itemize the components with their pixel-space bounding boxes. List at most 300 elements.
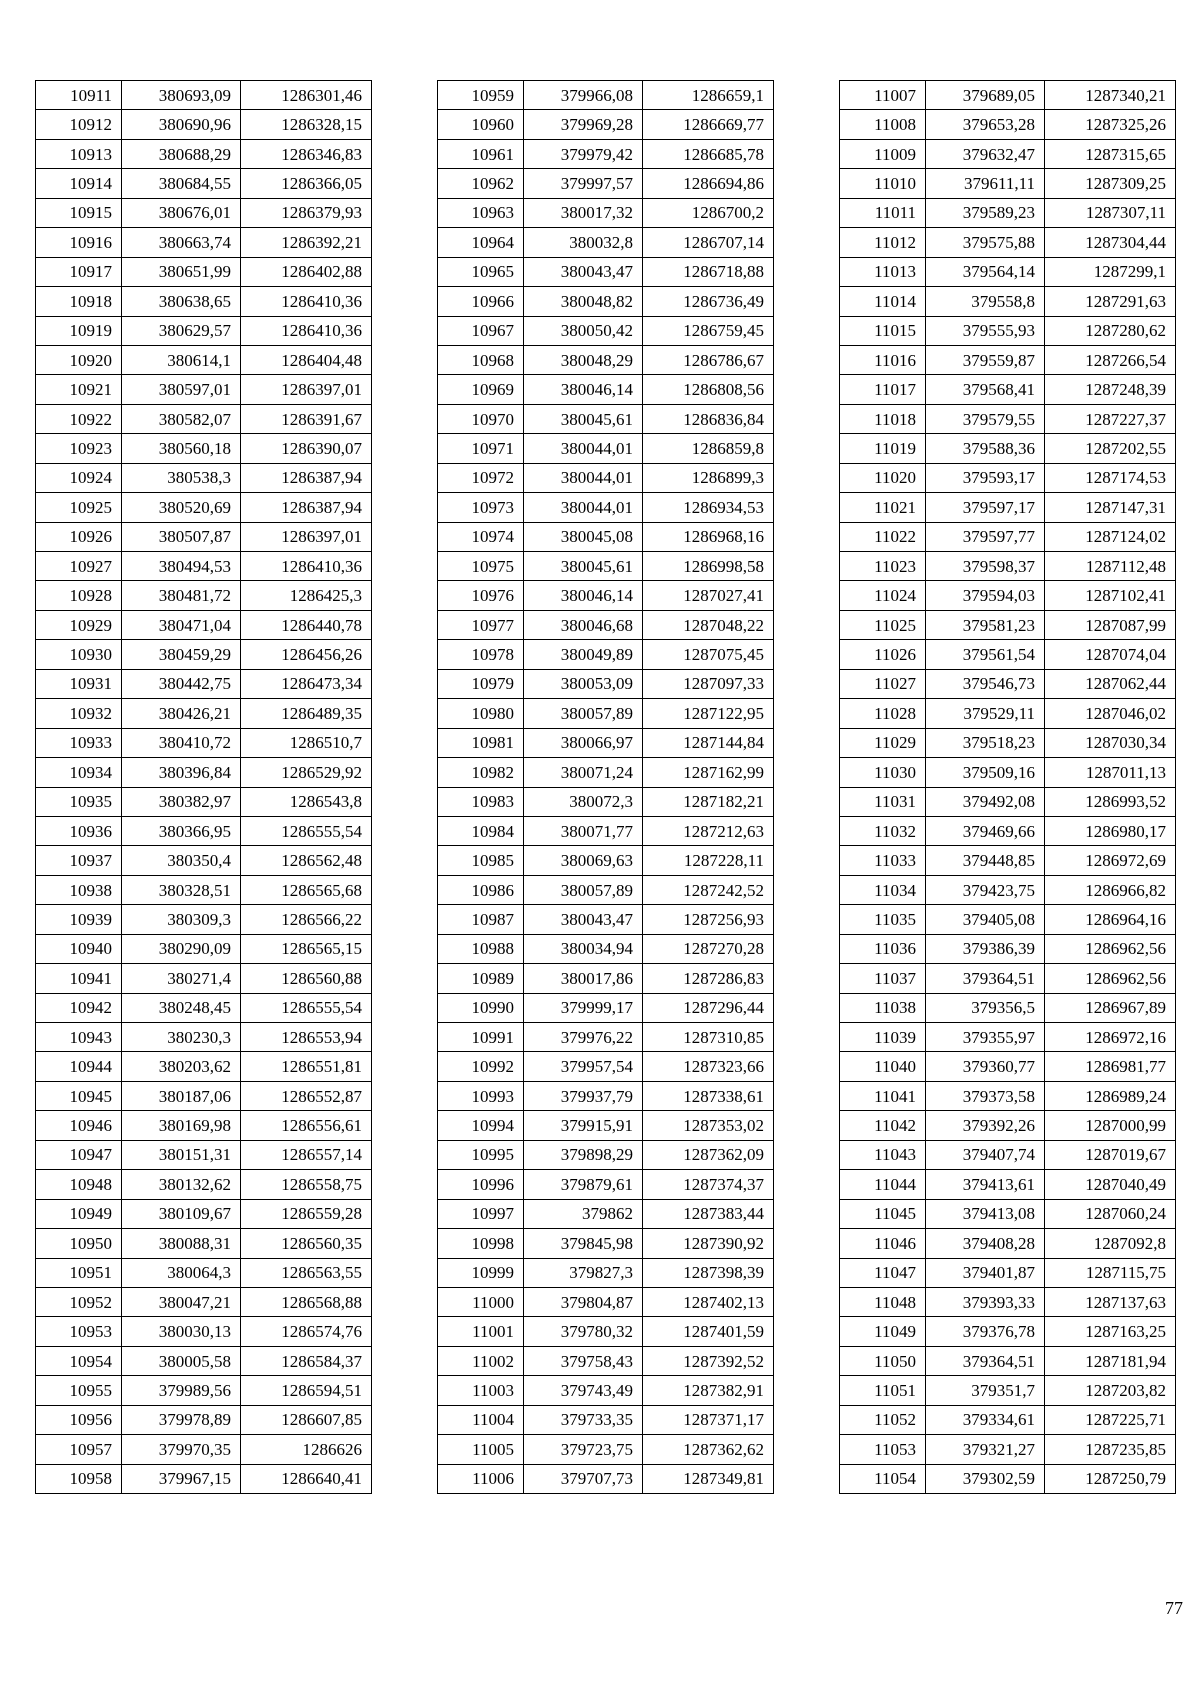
y-coordinate-cell: 1287291,63 <box>1045 287 1176 316</box>
x-coordinate-cell: 379898,29 <box>524 1140 643 1169</box>
point-number-cell: 11051 <box>840 1376 926 1405</box>
x-coordinate-cell: 379408,28 <box>926 1229 1045 1258</box>
point-number-cell: 11038 <box>840 993 926 1022</box>
table-row <box>438 493 774 522</box>
y-coordinate-cell: 1287280,62 <box>1045 316 1176 345</box>
table-row <box>840 552 1176 581</box>
table-row <box>36 1346 372 1375</box>
y-coordinate-cell: 1286718,88 <box>643 257 774 286</box>
y-coordinate-cell: 1287097,33 <box>643 669 774 698</box>
x-coordinate-cell: 380053,09 <box>524 669 643 698</box>
point-number-cell: 10984 <box>438 816 524 845</box>
x-coordinate-cell: 380045,61 <box>524 404 643 433</box>
y-coordinate-cell: 1286552,87 <box>241 1081 372 1110</box>
table-row <box>438 581 774 610</box>
y-coordinate-cell: 1286700,2 <box>643 198 774 227</box>
table-row <box>438 139 774 168</box>
y-coordinate-cell: 1286962,56 <box>1045 964 1176 993</box>
y-coordinate-cell: 1287296,44 <box>643 993 774 1022</box>
y-coordinate-cell: 1286669,77 <box>643 110 774 139</box>
table-row <box>438 404 774 433</box>
point-number-cell: 10938 <box>36 875 122 904</box>
x-coordinate-cell: 379561,54 <box>926 640 1045 669</box>
table-row <box>840 610 1176 639</box>
point-number-cell: 10918 <box>36 287 122 316</box>
y-coordinate-cell: 1287000,99 <box>1045 1111 1176 1140</box>
y-coordinate-cell: 1287102,41 <box>1045 581 1176 610</box>
y-coordinate-cell: 1286685,78 <box>643 139 774 168</box>
point-number-cell: 11041 <box>840 1081 926 1110</box>
x-coordinate-cell: 380638,65 <box>122 287 241 316</box>
y-coordinate-cell: 1287371,17 <box>643 1405 774 1434</box>
point-number-cell: 11009 <box>840 139 926 168</box>
point-number-cell: 11000 <box>438 1287 524 1316</box>
y-coordinate-cell: 1287112,48 <box>1045 552 1176 581</box>
x-coordinate-cell: 380045,61 <box>524 552 643 581</box>
point-number-cell: 11040 <box>840 1052 926 1081</box>
table-row <box>438 1170 774 1199</box>
y-coordinate-cell: 1286967,89 <box>1045 993 1176 1022</box>
x-coordinate-cell: 379448,85 <box>926 846 1045 875</box>
table-row <box>36 552 372 581</box>
table-row <box>840 316 1176 345</box>
y-coordinate-cell: 1286510,7 <box>241 728 372 757</box>
x-coordinate-cell: 380043,47 <box>524 905 643 934</box>
x-coordinate-cell: 379598,37 <box>926 552 1045 581</box>
x-coordinate-cell: 379401,87 <box>926 1258 1045 1287</box>
point-number-cell: 11022 <box>840 522 926 551</box>
point-number-cell: 10928 <box>36 581 122 610</box>
y-coordinate-cell: 1286553,94 <box>241 1023 372 1052</box>
y-coordinate-cell: 1286584,37 <box>241 1346 372 1375</box>
x-coordinate-cell: 379845,98 <box>524 1229 643 1258</box>
table-row <box>840 964 1176 993</box>
y-coordinate-cell: 1286640,41 <box>241 1464 372 1493</box>
x-coordinate-cell: 380057,89 <box>524 875 643 904</box>
x-coordinate-cell: 379966,08 <box>524 81 643 110</box>
y-coordinate-cell: 1287250,79 <box>1045 1464 1176 1493</box>
y-coordinate-cell: 1286410,36 <box>241 287 372 316</box>
point-number-cell: 10915 <box>36 198 122 227</box>
point-number-cell: 11029 <box>840 728 926 757</box>
point-number-cell: 11004 <box>438 1405 524 1434</box>
point-number-cell: 10937 <box>36 846 122 875</box>
x-coordinate-cell: 380071,77 <box>524 816 643 845</box>
x-coordinate-cell: 380290,09 <box>122 934 241 963</box>
x-coordinate-cell: 380048,82 <box>524 287 643 316</box>
table-row <box>36 81 372 110</box>
point-number-cell: 11033 <box>840 846 926 875</box>
point-number-cell: 10935 <box>36 787 122 816</box>
x-coordinate-cell: 380651,99 <box>122 257 241 286</box>
x-coordinate-cell: 379393,33 <box>926 1287 1045 1316</box>
table-row <box>36 669 372 698</box>
y-coordinate-cell: 1287212,63 <box>643 816 774 845</box>
point-number-cell: 11052 <box>840 1405 926 1434</box>
table-row <box>438 1464 774 1493</box>
table-row <box>36 1111 372 1140</box>
y-coordinate-cell: 1287144,84 <box>643 728 774 757</box>
x-coordinate-cell: 379509,16 <box>926 758 1045 787</box>
table-row <box>438 1346 774 1375</box>
y-coordinate-cell: 1287362,09 <box>643 1140 774 1169</box>
table-row <box>840 640 1176 669</box>
table-row <box>36 404 372 433</box>
y-coordinate-cell: 1287299,1 <box>1045 257 1176 286</box>
x-coordinate-cell: 380088,31 <box>122 1229 241 1258</box>
y-coordinate-cell: 1286934,53 <box>643 493 774 522</box>
point-number-cell: 10965 <box>438 257 524 286</box>
y-coordinate-cell: 1287062,44 <box>1045 669 1176 698</box>
point-number-cell: 10945 <box>36 1081 122 1110</box>
y-coordinate-cell: 1287242,52 <box>643 875 774 904</box>
x-coordinate-cell: 379364,51 <box>926 1346 1045 1375</box>
x-coordinate-cell: 380069,63 <box>524 846 643 875</box>
point-number-cell: 11019 <box>840 434 926 463</box>
table-row <box>36 493 372 522</box>
table-row <box>438 875 774 904</box>
table-row <box>438 1229 774 1258</box>
y-coordinate-cell: 1286962,56 <box>1045 934 1176 963</box>
table-row <box>840 1111 1176 1140</box>
x-coordinate-cell: 380132,62 <box>122 1170 241 1199</box>
point-number-cell: 10926 <box>36 522 122 551</box>
page-number: 77 <box>1165 1598 1183 1618</box>
y-coordinate-cell: 1286366,05 <box>241 169 372 198</box>
x-coordinate-cell: 379723,75 <box>524 1435 643 1464</box>
y-coordinate-cell: 1286607,85 <box>241 1405 372 1434</box>
y-coordinate-cell: 1286981,77 <box>1045 1052 1176 1081</box>
y-coordinate-cell: 1286391,67 <box>241 404 372 433</box>
x-coordinate-cell: 379405,08 <box>926 905 1045 934</box>
table-row <box>840 758 1176 787</box>
table-row <box>36 1229 372 1258</box>
x-coordinate-cell: 380064,3 <box>122 1258 241 1287</box>
table-row <box>840 463 1176 492</box>
table-row <box>840 905 1176 934</box>
x-coordinate-cell: 379518,23 <box>926 728 1045 757</box>
table-row <box>438 1052 774 1081</box>
point-number-cell: 10987 <box>438 905 524 934</box>
point-number-cell: 10916 <box>36 228 122 257</box>
point-number-cell: 10946 <box>36 1111 122 1140</box>
point-number-cell: 11021 <box>840 493 926 522</box>
point-number-cell: 10972 <box>438 463 524 492</box>
y-coordinate-cell: 1287019,67 <box>1045 1140 1176 1169</box>
table-row <box>36 1258 372 1287</box>
x-coordinate-cell: 379758,43 <box>524 1346 643 1375</box>
table-row <box>438 699 774 728</box>
table-row <box>438 198 774 227</box>
point-number-cell: 11036 <box>840 934 926 963</box>
x-coordinate-cell: 379302,59 <box>926 1464 1045 1493</box>
x-coordinate-cell: 380048,29 <box>524 345 643 374</box>
point-number-cell: 10948 <box>36 1170 122 1199</box>
y-coordinate-cell: 1286397,01 <box>241 375 372 404</box>
table-row <box>840 875 1176 904</box>
x-coordinate-cell: 379967,15 <box>122 1464 241 1493</box>
table-row <box>840 1199 1176 1228</box>
y-coordinate-cell: 1286968,16 <box>643 522 774 551</box>
point-number-cell: 11030 <box>840 758 926 787</box>
y-coordinate-cell: 1286659,1 <box>643 81 774 110</box>
table-row <box>840 1140 1176 1169</box>
point-number-cell: 10990 <box>438 993 524 1022</box>
point-number-cell: 11001 <box>438 1317 524 1346</box>
table-row <box>438 1287 774 1316</box>
point-number-cell: 10976 <box>438 581 524 610</box>
x-coordinate-cell: 380494,53 <box>122 552 241 581</box>
table-row <box>438 1405 774 1434</box>
table-row <box>36 758 372 787</box>
point-number-cell: 11047 <box>840 1258 926 1287</box>
y-coordinate-cell: 1286568,88 <box>241 1287 372 1316</box>
point-number-cell: 10983 <box>438 787 524 816</box>
y-coordinate-cell: 1287315,65 <box>1045 139 1176 168</box>
x-coordinate-cell: 379334,61 <box>926 1405 1045 1434</box>
point-number-cell: 10950 <box>36 1229 122 1258</box>
table-row <box>840 581 1176 610</box>
table-row <box>36 257 372 286</box>
point-number-cell: 11043 <box>840 1140 926 1169</box>
y-coordinate-cell: 1286379,93 <box>241 198 372 227</box>
y-coordinate-cell: 1287383,44 <box>643 1199 774 1228</box>
x-coordinate-cell: 380044,01 <box>524 434 643 463</box>
table-row <box>840 993 1176 1022</box>
y-coordinate-cell: 1287362,62 <box>643 1435 774 1464</box>
y-coordinate-cell: 1287256,93 <box>643 905 774 934</box>
point-number-cell: 10942 <box>36 993 122 1022</box>
point-number-cell: 10953 <box>36 1317 122 1346</box>
y-coordinate-cell: 1287398,39 <box>643 1258 774 1287</box>
point-number-cell: 10959 <box>438 81 524 110</box>
point-number-cell: 10973 <box>438 493 524 522</box>
table-row <box>36 846 372 875</box>
y-coordinate-cell: 1286707,14 <box>643 228 774 257</box>
table-row <box>840 493 1176 522</box>
x-coordinate-cell: 379407,74 <box>926 1140 1045 1169</box>
table-row <box>840 846 1176 875</box>
table-row <box>36 1464 372 1493</box>
y-coordinate-cell: 1287137,63 <box>1045 1287 1176 1316</box>
point-number-cell: 11018 <box>840 404 926 433</box>
x-coordinate-cell: 379581,23 <box>926 610 1045 639</box>
x-coordinate-cell: 379976,22 <box>524 1023 643 1052</box>
point-number-cell: 10969 <box>438 375 524 404</box>
y-coordinate-cell: 1286346,83 <box>241 139 372 168</box>
table-row <box>438 934 774 963</box>
point-number-cell: 10966 <box>438 287 524 316</box>
x-coordinate-cell: 380597,01 <box>122 375 241 404</box>
point-number-cell: 11016 <box>840 345 926 374</box>
x-coordinate-cell: 379969,28 <box>524 110 643 139</box>
table-row <box>438 110 774 139</box>
x-coordinate-cell: 379999,17 <box>524 993 643 1022</box>
table-row <box>438 81 774 110</box>
point-number-cell: 11011 <box>840 198 926 227</box>
table-row <box>36 875 372 904</box>
x-coordinate-cell: 380034,94 <box>524 934 643 963</box>
x-coordinate-cell: 379611,11 <box>926 169 1045 198</box>
point-number-cell: 10927 <box>36 552 122 581</box>
point-number-cell: 10951 <box>36 1258 122 1287</box>
point-number-cell: 10912 <box>36 110 122 139</box>
x-coordinate-cell: 379555,93 <box>926 316 1045 345</box>
y-coordinate-cell: 1286759,45 <box>643 316 774 345</box>
point-number-cell: 11045 <box>840 1199 926 1228</box>
x-coordinate-cell: 380629,57 <box>122 316 241 345</box>
y-coordinate-cell: 1286993,52 <box>1045 787 1176 816</box>
x-coordinate-cell: 379469,66 <box>926 816 1045 845</box>
table-row <box>36 139 372 168</box>
x-coordinate-cell: 380017,86 <box>524 964 643 993</box>
table-row <box>438 640 774 669</box>
point-number-cell: 10975 <box>438 552 524 581</box>
point-number-cell: 11032 <box>840 816 926 845</box>
table-row <box>438 846 774 875</box>
table-row <box>840 728 1176 757</box>
point-number-cell: 10930 <box>36 640 122 669</box>
y-coordinate-cell: 1286808,56 <box>643 375 774 404</box>
y-coordinate-cell: 1287338,61 <box>643 1081 774 1110</box>
x-coordinate-cell: 380057,89 <box>524 699 643 728</box>
point-number-cell: 11028 <box>840 699 926 728</box>
point-number-cell: 11024 <box>840 581 926 610</box>
point-number-cell: 11054 <box>840 1464 926 1493</box>
table-row <box>36 1317 372 1346</box>
y-coordinate-cell: 1286559,28 <box>241 1199 372 1228</box>
point-number-cell: 10917 <box>36 257 122 286</box>
x-coordinate-cell: 379597,17 <box>926 493 1045 522</box>
point-number-cell: 10962 <box>438 169 524 198</box>
y-coordinate-cell: 1287147,31 <box>1045 493 1176 522</box>
x-coordinate-cell: 380248,45 <box>122 993 241 1022</box>
point-number-cell: 10991 <box>438 1023 524 1052</box>
y-coordinate-cell: 1286555,54 <box>241 993 372 1022</box>
point-number-cell: 10999 <box>438 1258 524 1287</box>
x-coordinate-cell: 380688,29 <box>122 139 241 168</box>
table-row <box>840 1346 1176 1375</box>
y-coordinate-cell: 1286989,24 <box>1045 1081 1176 1110</box>
x-coordinate-cell: 379321,27 <box>926 1435 1045 1464</box>
y-coordinate-cell: 1286626 <box>241 1435 372 1464</box>
point-number-cell: 11050 <box>840 1346 926 1375</box>
point-number-cell: 10980 <box>438 699 524 728</box>
point-number-cell: 10957 <box>36 1435 122 1464</box>
x-coordinate-cell: 379997,57 <box>524 169 643 198</box>
point-number-cell: 10913 <box>36 139 122 168</box>
y-coordinate-cell: 1286694,86 <box>643 169 774 198</box>
point-number-cell: 10933 <box>36 728 122 757</box>
x-coordinate-cell: 380045,08 <box>524 522 643 551</box>
y-coordinate-cell: 1286786,67 <box>643 345 774 374</box>
table-row <box>36 934 372 963</box>
point-number-cell: 10997 <box>438 1199 524 1228</box>
x-coordinate-cell: 379355,97 <box>926 1023 1045 1052</box>
table-row <box>840 1081 1176 1110</box>
table-row <box>840 522 1176 551</box>
table-row <box>36 463 372 492</box>
y-coordinate-cell: 1287122,95 <box>643 699 774 728</box>
table-row <box>36 198 372 227</box>
point-number-cell: 11031 <box>840 787 926 816</box>
coordinates-table-2 <box>437 80 774 1494</box>
table-row <box>36 169 372 198</box>
table-row <box>36 581 372 610</box>
x-coordinate-cell: 379413,08 <box>926 1199 1045 1228</box>
x-coordinate-cell: 380396,84 <box>122 758 241 787</box>
x-coordinate-cell: 380442,75 <box>122 669 241 698</box>
x-coordinate-cell: 380230,3 <box>122 1023 241 1052</box>
table-row <box>438 905 774 934</box>
table-row <box>840 1287 1176 1316</box>
y-coordinate-cell: 1286543,8 <box>241 787 372 816</box>
y-coordinate-cell: 1287353,02 <box>643 1111 774 1140</box>
table-row <box>840 787 1176 816</box>
table-row <box>438 669 774 698</box>
x-coordinate-cell: 379356,5 <box>926 993 1045 1022</box>
y-coordinate-cell: 1287075,45 <box>643 640 774 669</box>
table-row <box>438 816 774 845</box>
table-row <box>36 1287 372 1316</box>
table-row <box>438 522 774 551</box>
y-coordinate-cell: 1287402,13 <box>643 1287 774 1316</box>
table-row <box>840 1435 1176 1464</box>
table-row <box>36 1376 372 1405</box>
point-number-cell: 10978 <box>438 640 524 669</box>
table-row <box>36 375 372 404</box>
y-coordinate-cell: 1287392,52 <box>643 1346 774 1375</box>
y-coordinate-cell: 1287182,21 <box>643 787 774 816</box>
table-row <box>36 1023 372 1052</box>
x-coordinate-cell: 379989,56 <box>122 1376 241 1405</box>
x-coordinate-cell: 379373,58 <box>926 1081 1045 1110</box>
y-coordinate-cell: 1286998,58 <box>643 552 774 581</box>
point-number-cell: 10968 <box>438 345 524 374</box>
table-row <box>36 110 372 139</box>
point-number-cell: 10982 <box>438 758 524 787</box>
y-coordinate-cell: 1286473,34 <box>241 669 372 698</box>
table-row <box>840 1229 1176 1258</box>
y-coordinate-cell: 1286966,82 <box>1045 875 1176 904</box>
y-coordinate-cell: 1286556,61 <box>241 1111 372 1140</box>
x-coordinate-cell: 380582,07 <box>122 404 241 433</box>
x-coordinate-cell: 379979,42 <box>524 139 643 168</box>
y-coordinate-cell: 1286562,48 <box>241 846 372 875</box>
y-coordinate-cell: 1287124,02 <box>1045 522 1176 551</box>
point-number-cell: 11005 <box>438 1435 524 1464</box>
y-coordinate-cell: 1287235,85 <box>1045 1435 1176 1464</box>
table-row <box>36 1405 372 1434</box>
table-row <box>840 345 1176 374</box>
table-row <box>840 669 1176 698</box>
table-row <box>840 1317 1176 1346</box>
y-coordinate-cell: 1286397,01 <box>241 522 372 551</box>
x-coordinate-cell: 379351,7 <box>926 1376 1045 1405</box>
y-coordinate-cell: 1286964,16 <box>1045 905 1176 934</box>
point-number-cell: 10949 <box>36 1199 122 1228</box>
point-number-cell: 10961 <box>438 139 524 168</box>
y-coordinate-cell: 1287340,21 <box>1045 81 1176 110</box>
y-coordinate-cell: 1286456,26 <box>241 640 372 669</box>
coordinates-table-1 <box>35 80 372 1494</box>
y-coordinate-cell: 1287270,28 <box>643 934 774 963</box>
point-number-cell: 10952 <box>36 1287 122 1316</box>
x-coordinate-cell: 380043,47 <box>524 257 643 286</box>
table-row <box>438 375 774 404</box>
table-row <box>438 463 774 492</box>
x-coordinate-cell: 380507,87 <box>122 522 241 551</box>
